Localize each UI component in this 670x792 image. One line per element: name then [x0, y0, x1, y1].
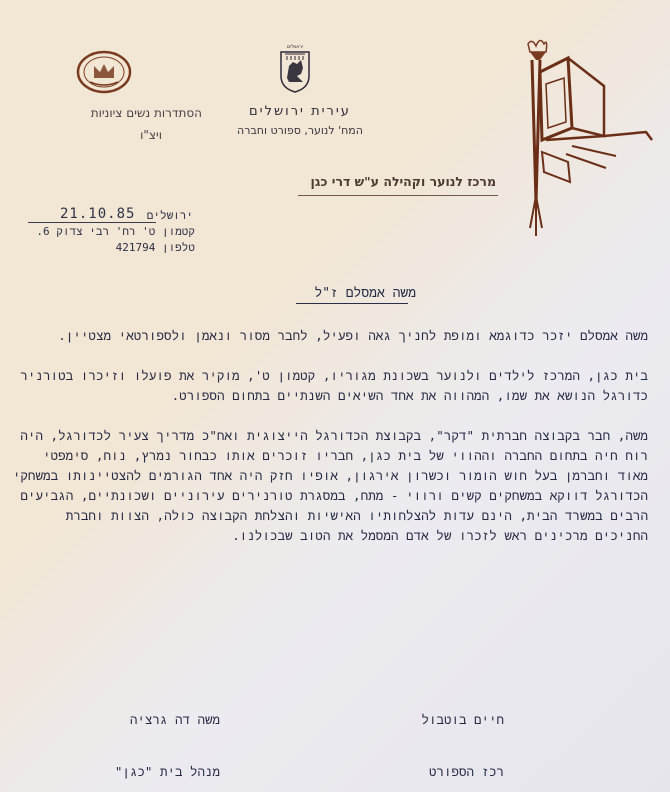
address-block [20, 208, 195, 256]
signatory-right-title: רכז הספורט [428, 764, 504, 779]
city-label: ירושלים [146, 209, 193, 222]
letter-date: 21.10.85 [60, 206, 136, 222]
emblem-label: ירושלים [286, 44, 304, 50]
street-address: קטמון ט' רח' רבי צדוק 6. [36, 225, 195, 238]
signatory-right-name: חיים בוטבול [421, 712, 504, 727]
signatory-left-name: משה דה גרציה [129, 712, 220, 727]
phone-number: טלפון 421794 [115, 241, 195, 254]
city-name: עירית ירושלים [249, 104, 351, 119]
department-name: המח' לנוער, ספורט וחברה [237, 124, 363, 137]
paragraph: משה אמסלם יזכר כדוגמא ומופת לחניך גאה ופעיל, לחבר מסור ונאמן ולספורטאי מצטיין. [58, 328, 648, 343]
letter-title-underline [296, 303, 408, 304]
torch-logo-icon [506, 36, 656, 246]
wizo-logo [72, 48, 136, 96]
date-underline [28, 222, 156, 223]
center-name: מרכז לנוער וקהילה ע"ש דרי כגן [310, 174, 496, 189]
paragraph: בית כגן, המרכז לילדים ולנוער בשכונת מגוריו, קטמון ט', מוקיר את פועלו וזיכרו בטורניר כדורגל הנושא את שמו, המהווה את אחד השיאים השנתיים בתחום הספורט. [20, 368, 648, 403]
date-row [20, 208, 195, 224]
org-left-sub: ויצ"ו [140, 128, 162, 142]
jerusalem-emblem-icon [277, 42, 313, 94]
letter-body [12, 326, 648, 566]
paragraph: משה, חבר בקבוצה חברתית "דקר", בקבוצת הכדורגל הייצוגית ואח"כ מדריך צעיר לכדורגל, היה רוח חיה בתחום החברה וההווי של בית כגן, חבריו זוכרים אותו כבחור נמרץ, נוח, סימפטי מאוד וחברמן בעל חוש הומור וכשרון אירגון, אופיו חזק היה אחד הגורמים להצטיינותו במשחקי הכדורגל דווקא במשחקים קשים ורווי - מתח, במסגרת טורנירים עירוניים ושכונתיים, הגביעים הרבים במשרד הבית, הינם עדות להצלחותיו האישיות והצלחת הקבוצה כולה, הצוות וחברת החניכים מרכינים ראש לזכרו של אדם המסמל את הטוב שבכולנו. [12, 428, 648, 543]
center-name-underline [298, 195, 498, 196]
letter-title: משה אמסלם ז"ל [314, 286, 416, 301]
org-left-name: הסתדרות נשים ציוניות [90, 106, 202, 120]
signatory-left-title: מנהל בית "כגן" [114, 764, 220, 779]
